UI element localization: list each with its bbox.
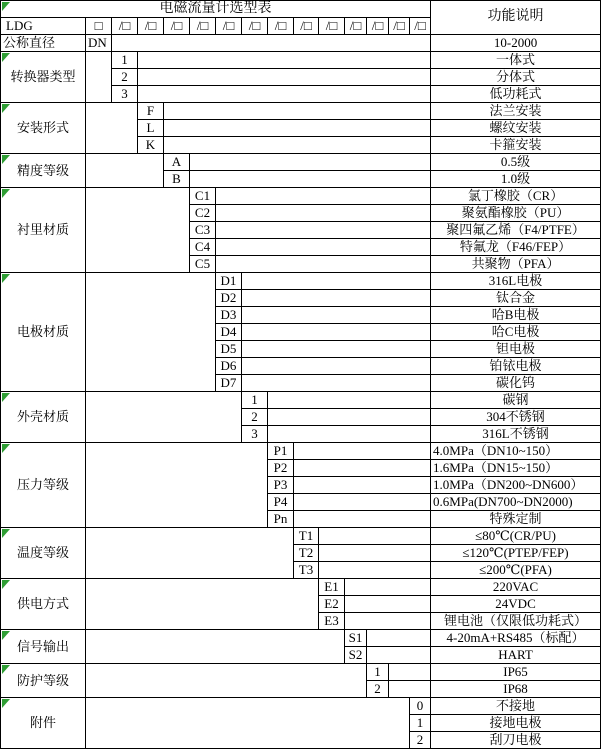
option-code: 3 [112,86,138,103]
option-desc: 哈C电极 [431,324,601,341]
empty-cell [86,443,268,528]
option-code: T2 [294,545,319,562]
option-desc: 220VAC [431,579,601,596]
option-code: D3 [216,307,242,324]
option-desc: 不接地 [431,698,601,715]
empty-cell [164,120,431,137]
empty-cell [294,443,431,460]
option-code: T1 [294,528,319,545]
empty-cell [345,596,431,613]
option-desc: 哈B电极 [431,307,601,324]
green-corner-marker [2,53,10,62]
empty-cell [294,511,431,528]
empty-cell [86,630,345,664]
option-code: 1 [410,715,431,732]
option-desc: 1.0级 [431,171,601,188]
category-label-diameter: 公称直径 [1,35,86,52]
model-box-slot: /□ [389,18,410,35]
option-desc: 螺纹安装 [431,120,601,137]
green-corner-marker [2,274,10,283]
empty-cell [86,528,294,579]
empty-cell [190,171,431,188]
option-desc: 碳化钨 [431,375,601,392]
empty-cell [216,222,431,239]
empty-cell [345,579,431,596]
option-code: P3 [268,477,294,494]
option-code: C4 [190,239,216,256]
option-code: D4 [216,324,242,341]
category-label-protection-rating: 防护等级 [1,664,86,698]
option-desc: 共聚物（PFA） [431,256,601,273]
option-desc: IP65 [431,664,601,681]
option-desc: 特殊定制 [431,511,601,528]
option-desc: 钽电极 [431,341,601,358]
option-desc: 4-20mA+RS485（标配） [431,630,601,647]
empty-cell [86,392,242,443]
empty-cell [138,86,431,103]
category-label-accuracy-class: 精度等级 [1,154,86,188]
option-code: C1 [190,188,216,205]
empty-cell [216,205,431,222]
green-corner-marker [2,189,10,198]
empty-cell [242,290,431,307]
model-box-slot: /□ [190,18,216,35]
green-corner-marker [2,631,10,640]
option-code: D6 [216,358,242,375]
category-label-lining-material: 衬里材质 [1,188,86,273]
green-corner-marker [2,444,10,453]
option-code: E2 [319,596,345,613]
green-corner-marker [2,529,10,538]
option-code: DN [86,35,112,52]
empty-cell [242,307,431,324]
empty-cell [164,103,431,120]
model-box-slot: /□ [294,18,319,35]
green-corner-marker [2,155,10,164]
green-corner-marker [2,2,10,11]
empty-cell [86,188,190,273]
empty-cell [319,562,431,579]
table-title [1,1,431,18]
model-box-slot: □ [86,18,112,35]
model-box-slot: /□ [112,18,138,35]
model-box-slot: /□ [345,18,367,35]
green-corner-marker [2,665,10,674]
green-corner-marker [2,580,10,589]
empty-cell [216,256,431,273]
empty-cell [268,409,431,426]
option-code: C5 [190,256,216,273]
model-box-slot: /□ [410,18,431,35]
model-prefix: LDG [1,18,86,35]
option-desc: 聚氨酯橡胶（PU） [431,205,601,222]
option-desc: 1.0MPa（DN200~DN600） [431,477,601,494]
option-desc: 一体式 [431,52,601,69]
option-desc: 0.6MPa(DN700~DN2000) [431,494,601,511]
option-desc: 卡箍安装 [431,137,601,154]
model-box-slot: /□ [164,18,190,35]
option-desc: 10-2000 [431,35,601,52]
option-code: F [138,103,164,120]
option-code: S1 [345,630,367,647]
option-code: D2 [216,290,242,307]
empty-cell [268,392,431,409]
empty-cell [138,69,431,86]
table-title-text: 电磁流量计选型表 [159,0,272,16]
empty-cell [345,613,431,630]
model-box-slot: /□ [367,18,389,35]
empty-cell [242,341,431,358]
empty-cell [164,137,431,154]
green-corner-marker [2,699,10,708]
option-code: K [138,137,164,154]
option-desc: 刮刀电极 [431,732,601,749]
option-code: S2 [345,647,367,664]
empty-cell [86,579,319,630]
empty-cell [389,664,431,681]
function-column-header: 功能说明 [431,1,601,35]
option-desc: 316L不锈钢 [431,426,601,443]
empty-cell [268,426,431,443]
option-code: P1 [268,443,294,460]
model-box-slot: /□ [216,18,242,35]
option-desc: 特氟龙（F46/FEP） [431,239,601,256]
option-code: T3 [294,562,319,579]
empty-cell [294,460,431,477]
empty-cell [216,188,431,205]
empty-cell [138,52,431,69]
category-label-signal-output: 信号输出 [1,630,86,664]
empty-cell [242,324,431,341]
option-desc: 接地电极 [431,715,601,732]
option-desc: 法兰安装 [431,103,601,120]
empty-cell [190,154,431,171]
category-label-power-supply: 供电方式 [1,579,86,630]
empty-cell [86,698,410,749]
option-desc: ≤80℃(CR/PU) [431,528,601,545]
empty-cell [86,103,138,154]
option-desc: 304不锈钢 [431,409,601,426]
empty-cell [86,664,367,698]
option-code: 2 [112,69,138,86]
option-code: D7 [216,375,242,392]
option-code: 1 [112,52,138,69]
option-code: E3 [319,613,345,630]
option-code: C2 [190,205,216,222]
category-label-pressure-rating: 压力等级 [1,443,86,528]
option-desc: 0.5级 [431,154,601,171]
empty-cell [242,375,431,392]
empty-cell [367,630,431,647]
green-corner-marker [2,393,10,402]
option-code: P2 [268,460,294,477]
empty-cell [294,494,431,511]
empty-cell [294,477,431,494]
category-label-temperature-rating: 温度等级 [1,528,86,579]
option-desc: 碳钢 [431,392,601,409]
option-desc: HART [431,647,601,664]
option-desc: 低功耗式 [431,86,601,103]
model-box-slot: /□ [242,18,268,35]
option-code: A [164,154,190,171]
option-code: 2 [367,681,389,698]
empty-cell [216,239,431,256]
option-code: 1 [367,664,389,681]
option-code: 2 [242,409,268,426]
empty-cell [112,35,431,52]
category-label-accessories: 附件 [1,698,86,749]
category-label-housing-material: 外壳材质 [1,392,86,443]
option-code: B [164,171,190,188]
option-desc: 4.0MPa（DN10~150） [431,443,601,460]
empty-cell [319,528,431,545]
option-desc: 铂铱电极 [431,358,601,375]
option-code: 0 [410,698,431,715]
option-desc: 316L电极 [431,273,601,290]
empty-cell [86,52,112,103]
empty-cell [367,647,431,664]
option-desc: 24VDC [431,596,601,613]
option-code: D5 [216,341,242,358]
option-desc: 氯丁橡胶（CR） [431,188,601,205]
empty-cell [86,154,164,188]
option-desc: 钛合金 [431,290,601,307]
option-code: 1 [242,392,268,409]
empty-cell [86,273,216,392]
model-box-slot: /□ [268,18,294,35]
empty-cell [242,358,431,375]
option-code: Pn [268,511,294,528]
option-desc: 分体式 [431,69,601,86]
option-code: C3 [190,222,216,239]
model-box-slot: /□ [138,18,164,35]
category-label-electrode-material: 电极材质 [1,273,86,392]
option-code: P4 [268,494,294,511]
model-box-slot: /□ [319,18,345,35]
option-code: 2 [410,732,431,749]
category-label-converter-type: 转换器类型 [1,52,86,103]
option-code: L [138,120,164,137]
option-code: D1 [216,273,242,290]
empty-cell [389,681,431,698]
option-desc: ≤200℃(PFA) [431,562,601,579]
empty-cell [319,545,431,562]
empty-cell [242,273,431,290]
option-desc: 锂电池（仅限低功耗式） [431,613,601,630]
green-corner-marker [2,104,10,113]
option-code: E1 [319,579,345,596]
option-desc: ≤120℃(PTEP/FEP) [431,545,601,562]
option-desc: 聚四氟乙烯（F4/PTFE） [431,222,601,239]
option-code: 3 [242,426,268,443]
option-desc: 1.6MPa（DN15~150） [431,460,601,477]
category-label-installation-type: 安装形式 [1,103,86,154]
option-desc: IP68 [431,681,601,698]
